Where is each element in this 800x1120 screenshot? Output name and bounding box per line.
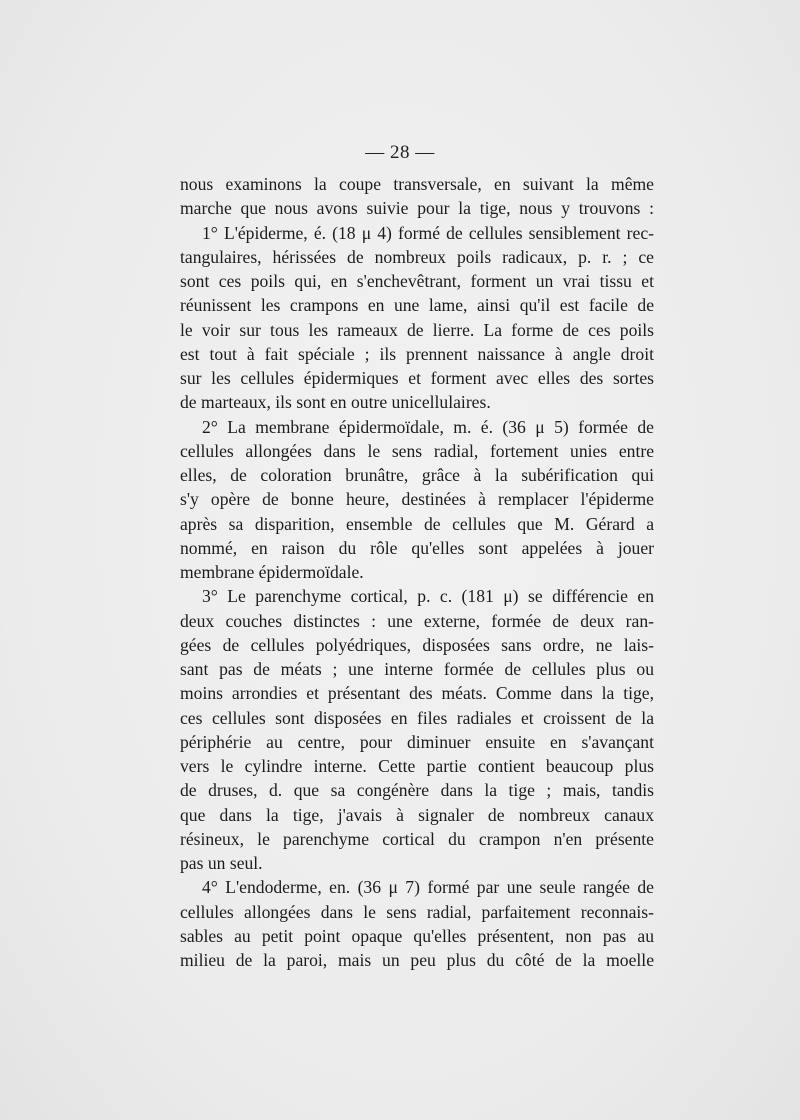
text-line: 1° L'épiderme, é. (18 μ 4) formé de cellules sensiblement rec-: [202, 222, 654, 243]
text-line: deux couches distinctes : une externe, formée de deux ran-: [180, 610, 654, 631]
text-line: 3° Le parenchyme cortical, p. c. (181 μ) se différencie en: [202, 586, 654, 607]
text-line: cellules allongées dans le sens radial, fortement unies entre: [180, 440, 654, 461]
text-line: de marteaux, ils sont en outre unicellulaires.: [180, 392, 491, 413]
text-line: que dans la tige, j'avais à signaler de nombreux canaux: [180, 804, 654, 825]
text-line: pas un seul.: [180, 853, 263, 873]
text-line: cellules allongées dans le sens radial, parfaitement reconnais-: [180, 901, 654, 922]
text-line: après sa disparition, ensemble de cellules que M. Gérard a: [180, 513, 654, 534]
text-line: tangulaires, hérissées de nombreux poils radicaux, p. r. ; ce: [180, 246, 654, 267]
text-line: sant pas de méats ; une interne formée de cellules plus ou: [180, 659, 654, 679]
text-line: résineux, le parenchyme cortical du crampon n'en présente: [180, 828, 654, 849]
text-line: s'y opère de bonne heure, destinées à remplacer l'épiderme: [180, 489, 654, 510]
text-line: de druses, d. que sa congénère dans la tige ; mais, tandis: [180, 780, 654, 801]
page-number: — 28 —: [365, 142, 435, 163]
text-line: 4° L'endoderme, en. (36 μ 7) formé par une seule rangée de: [202, 877, 654, 898]
text-line: marche que nous avons suivie pour la tige, nous y trouvons :: [180, 198, 654, 219]
text-line: gées de cellules polyédriques, disposées sans ordre, ne lais-: [180, 634, 654, 655]
text-line: nommé, en raison du rôle qu'elles sont appelées à jouer: [180, 537, 654, 558]
text-line: réunissent les crampons en une lame, ainsi qu'il est facile de: [180, 295, 654, 316]
text-line: ces cellules sont disposées en files radiales et croissent de la: [180, 707, 654, 728]
text-line: sur les cellules épidermiques et forment avec elles des sortes: [180, 368, 654, 388]
text-line: elles, de coloration brunâtre, grâce à la subérification qui: [180, 465, 654, 485]
text-line: sables au petit point opaque qu'elles présentent, non pas au: [180, 925, 654, 946]
text-line: membrane épidermoïdale.: [180, 562, 364, 582]
text-line: périphérie au centre, pour diminuer ensuite en s'avançant: [180, 731, 654, 752]
text-line: le voir sur tous les rameaux de lierre. La forme de ces poils: [180, 319, 654, 340]
text-line: est tout à fait spéciale ; ils prennent naissance à angle droit: [180, 343, 654, 364]
text-line: nous examinons la coupe transversale, en suivant la même: [180, 174, 654, 194]
text-line: milieu de la paroi, mais un peu plus du côté de la moelle: [180, 950, 654, 970]
text-line: moins arrondies et présentant des méats. Comme dans la tige,: [180, 683, 654, 704]
text-line: 2° La membrane épidermoïdale, m. é. (36 μ 5) formée de: [202, 416, 654, 437]
text-line: sont ces poils qui, en s'enchevêtrant, forment un vrai tissu et: [180, 271, 654, 291]
body-text: [180, 172, 654, 972]
text-line: vers le cylindre interne. Cette partie contient beaucoup plus: [180, 756, 654, 776]
